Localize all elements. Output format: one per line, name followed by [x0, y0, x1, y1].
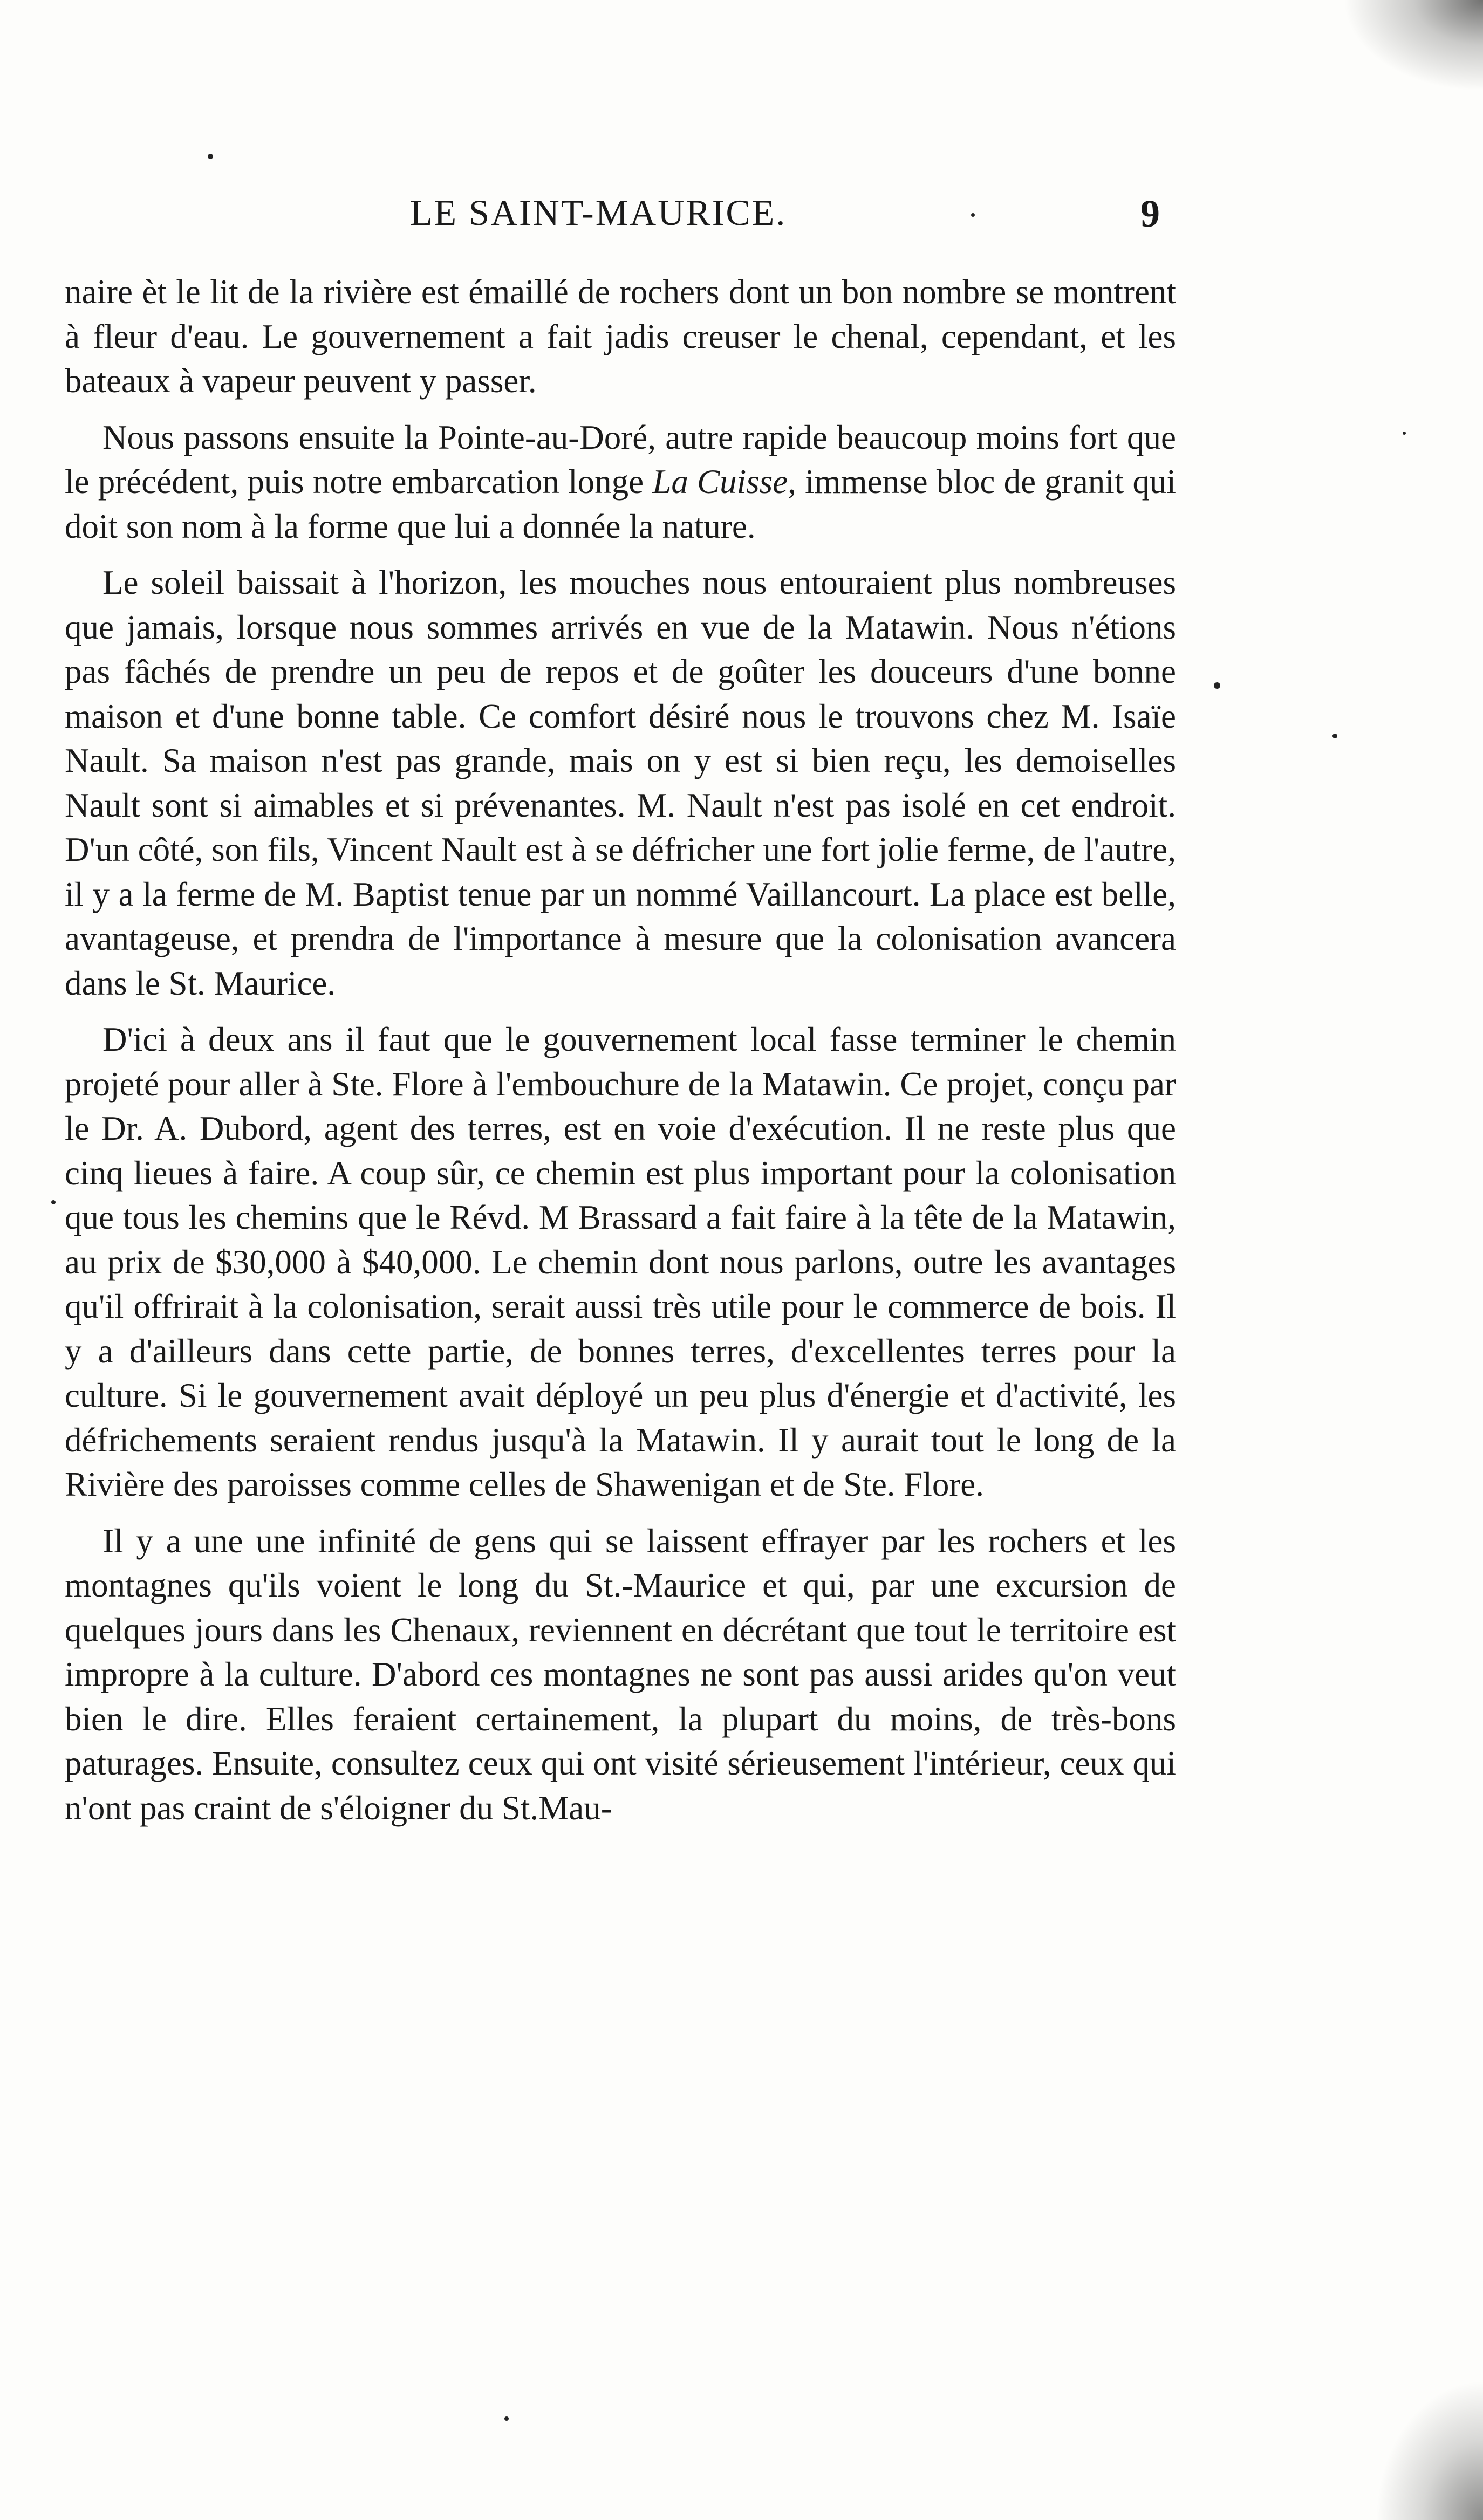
scan-speck: [51, 1200, 56, 1204]
scan-edge-noise-bottom: [1375, 2380, 1483, 2520]
paragraph-text: , immense bloc de granit qui doit son nom à la forme que lui a donnée la nature.: [65, 463, 1176, 545]
scan-speck: [1332, 734, 1337, 738]
paragraph: [65, 415, 1176, 549]
paragraph: Il y a une une infinité de gens qui se laissent effrayer par les rochers et les montagnes qu'ils voient le long du St.-Maurice et qui, par une excursion de quelques jours dans les Chenaux, reviennent en décrétant que tout le territoire est impropre à la culture. D'abord ces montagnes ne sont pas aussi arides qu'on veut bien le dire. Elles feraient certainement, la plupart du moins, de très-bons paturages. Ensuite, consultez ceux qui ont visité sérieusement l'intérieur, ceux qui n'ont pas craint de s'éloigner du St.Mau-: [65, 1522, 1176, 1827]
paragraph: naire èt le lit de la rivière est émaillé de rochers dont un bon nombre se montrent à fleur d'eau. Le gouvernement a fait jadis creuser le chenal, cependant, et les bateaux à vapeur peuvent y passer.: [65, 273, 1176, 400]
paragraph-text: Nous passons ensuite la Pointe-au-Doré, autre rapide beaucoup moins fort que le précédent, puis notre embarcation longe: [65, 418, 1176, 501]
body-text: [65, 270, 1176, 1842]
scan-speck: [208, 154, 213, 159]
paragraph: D'ici à deux ans il faut que le gouvernement local fasse terminer le chemin projeté pour aller à Ste. Flore à l'embouchure de la Matawin. Ce projet, conçu par le Dr. A. Dubord, agent des terres, est en voie d'exécution. Il ne reste plus que cinq lieues à faire. A coup sûr, ce chemin est plus important pour la colonisation que tous les chemins que le Révd. M Brassard a fait faire à la tête de la Matawin, au prix de $30,000 à $40,000. Le chemin dont nous parlons, outre les avantages qu'il offrirait à la colonisation, serait aussi très utile pour le commerce de bois. Il y a d'ailleurs dans cette partie, de bonnes terres, d'excellentes terres pour la culture. Si le gouvernement avait déployé un peu plus d'énergie et d'activité, les défrichements seraient rendus jusqu'à la Matawin. Il y aurait tout le long de la Rivière des paroisses comme celles de Shawenigan et de Ste. Flore.: [65, 1021, 1176, 1503]
italic-place-name: La Cuisse: [652, 463, 788, 501]
scan-edge-noise-top: [1343, 0, 1483, 92]
scan-speck: [1214, 682, 1220, 689]
page-header: [65, 191, 1176, 240]
scan-speck: [504, 2416, 509, 2421]
scan-speck: [1403, 432, 1406, 435]
paragraph: Le soleil baissait à l'horizon, les mouches nous entouraient plus nombreuses que jamais, lorsque nous sommes arrivés en vue de la Matawin. Nous n'étions pas fâchés de prendre un peu de repos et de goûter les douceurs d'une bonne maison et d'une bonne table. Ce comfort désiré nous le trouvons chez M. Isaïe Nault. Sa maison n'est pas grande, mais on y est si bien reçu, les demoiselles Nault sont si aimables et si prévenantes. M. Nault n'est pas isolé en cet endroit. D'un côté, son fils, Vincent Nault est à se défricher une fort jolie ferme, de l'autre, il y a la ferme de M. Baptist tenue par un nommé Vaillancourt. La place est belle, avantageuse, et prendra de l'importance à mesure que la colonisation avancera dans le St. Maurice.: [65, 564, 1176, 1002]
running-title: LE SAINT-MAURICE.: [410, 192, 787, 233]
page-number: 9: [1140, 192, 1160, 235]
